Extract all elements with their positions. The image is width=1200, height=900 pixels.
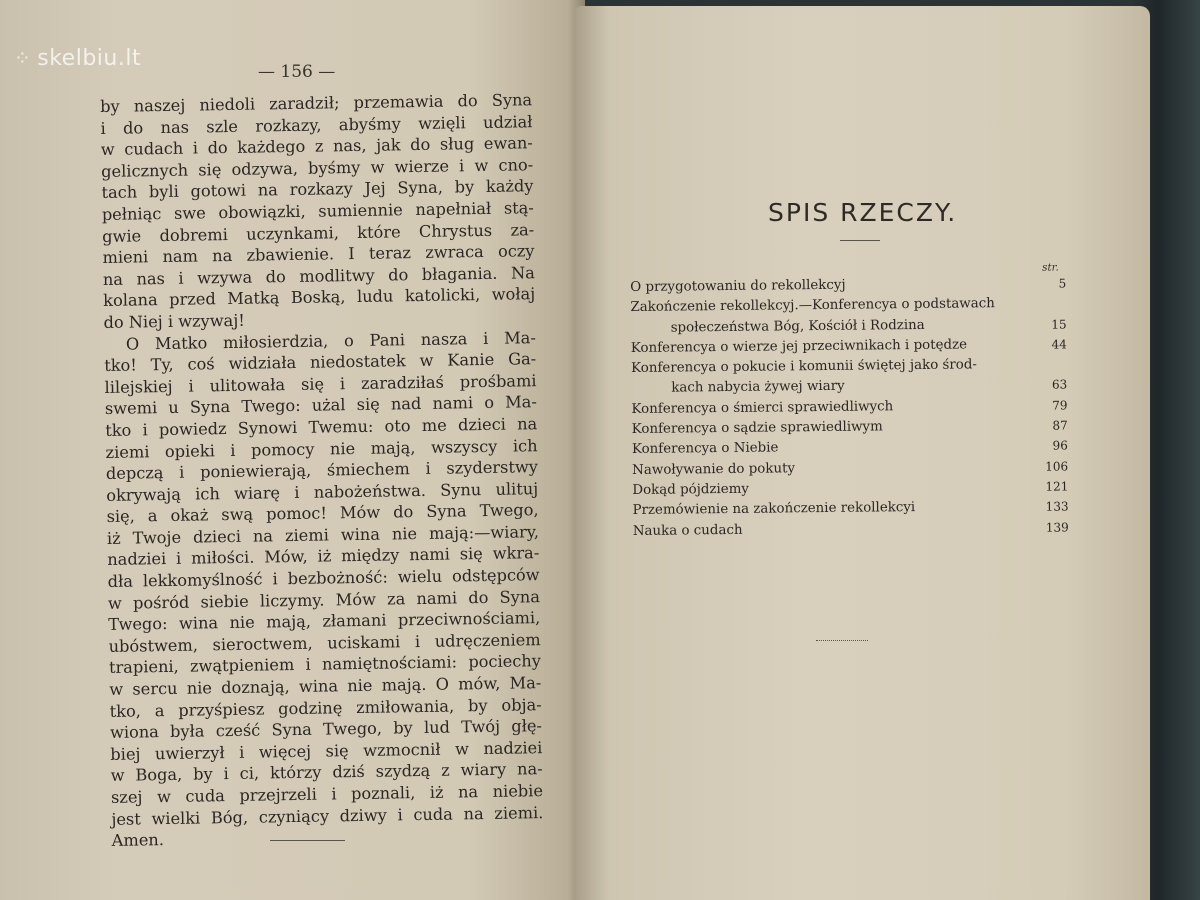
text-line: szej w cuda przejrzeli i poznali, iż na niebie xyxy=(110,781,544,807)
page-column-label: str. xyxy=(1041,261,1059,274)
text-line: w pośród siebie liczymy. Mów za nami do Syna xyxy=(107,586,541,613)
toc-entry-page: 106 xyxy=(1045,459,1069,474)
toc-entry-title: Konferencya o pokucie i komunii świętej jako środ- xyxy=(630,357,977,377)
toc-entry-title: Dokąd pójdziemy xyxy=(632,481,750,498)
body-text xyxy=(100,89,544,851)
text-line: dła lekkomyślność i bezbożność: wielu odstępców xyxy=(107,565,540,592)
text-line: na nas i wzywa do modlitwy do błagania. Na xyxy=(102,262,535,289)
text-line: O Matko miłosierdzia, o Pani nasza i Ma- xyxy=(125,327,536,354)
toc-entry-title: Nauka o cudach xyxy=(632,522,743,539)
page-number: — 156 — xyxy=(258,62,336,82)
text-line: gelicznych się odzywa, byśmy w wierze i w cno- xyxy=(101,154,534,181)
text-line: Amen. xyxy=(111,830,165,851)
toc-entry-title: Przemówienie na zakończenie rekollekcyi xyxy=(632,500,916,519)
toc-title: SPIS RZECZY. xyxy=(768,198,958,227)
toc-entry-page: 79 xyxy=(1052,398,1068,413)
watermark-text: skelbiu.lt xyxy=(37,46,142,71)
text-line: tko i powiedz Synowi Twemu: oto me dzieci na xyxy=(105,414,538,440)
toc-entry-page: 63 xyxy=(1051,377,1068,393)
toc-entry-page: 133 xyxy=(1045,499,1069,514)
text-line: mieni nam na zbawienie. I teraz zwraca oczy xyxy=(102,241,535,268)
toc-entry-page: 44 xyxy=(1051,337,1067,352)
toc-entry-page: 15 xyxy=(1051,317,1067,332)
text-line: pełniąc swe obowiązki, sumiennie napełniał stą- xyxy=(101,198,534,224)
toc-entry-title: O przygotowaniu do rekollekcyj xyxy=(630,277,846,295)
toc-entry-title: Konferencya o wierze jej przeciwnikach i potędze xyxy=(630,337,968,356)
table-of-contents xyxy=(630,261,1073,541)
watermark xyxy=(14,46,141,71)
toc-entry-page: 96 xyxy=(1052,438,1068,453)
toc-end-rule xyxy=(816,640,868,641)
toc-entry-title: Nawoływanie do pokuty xyxy=(632,460,796,478)
text-line: gwie dobremi uczynkami, które Chrystus za- xyxy=(102,219,535,246)
toc-title-rule xyxy=(840,240,880,241)
text-line: jest wielki Bóg, czyniący dziwy i cuda na ziemi. xyxy=(111,802,544,829)
text-line: okrywają ich wiarę i nabożeństwa. Synu ulituj xyxy=(106,478,539,505)
text-line: w Boga, by i ci, którzy dziś szydzą z wiary na- xyxy=(110,759,543,786)
text-line: swemi u Syna Twego: użal się nad nami o Ma- xyxy=(104,392,538,419)
text-line: iż Twoje dzieci na ziemi wina nie mają:—wiary, xyxy=(106,522,540,548)
toc-entry-title: Zakończenie rekollekcyj.—Konferencya o podstawach xyxy=(630,296,995,316)
text-line: ubóstwem, sieroctwem, uciskami i udręczeniem xyxy=(108,629,541,656)
text-line: tko, a przyśpiesz godzinę zmiłowania, by obja- xyxy=(109,694,542,721)
toc-entry-title: Konferencya o śmierci sprawiedliwych xyxy=(631,399,894,417)
text-line: do Niej i wzywaj! xyxy=(103,310,245,332)
text-line: lilejskiej i ulitowała się i zaradziłaś prośbami xyxy=(104,370,537,397)
text-line: tko! Ty, coś widziała niedostatek w Kanie Ga- xyxy=(104,349,537,376)
toc-entry-page: 87 xyxy=(1052,418,1068,433)
toc-entry-page: 139 xyxy=(1045,519,1069,535)
toc-entry-title: Konferencya o Niebie xyxy=(631,440,779,458)
toc-entry-title: kach nabycia żywej wiary xyxy=(671,379,845,397)
text-line: się, a okaż swą pomoc! Mów do Syna Twego, xyxy=(106,500,539,527)
text-line: Twego: wina nie mają, złamani przeciwnościami, xyxy=(108,608,541,635)
text-line: nadziei i miłości. Mów, iż między nami się wkra- xyxy=(107,543,540,570)
text-line: i do nas szle rozkazy, abyśmy wzięli udział xyxy=(100,111,533,138)
text-line: depczą i poniewierają, śmiechem i szyderstwy xyxy=(105,457,539,484)
text-line: ziemi opieki i pomocy nie mają, wszyscy ich xyxy=(105,435,538,462)
text-line: by naszej niedoli zaradził; przemawia do Syna xyxy=(100,90,533,116)
text-line: trapieni, zwątpieniem i namiętnościami: pociechy xyxy=(108,651,542,678)
watermark-dots-icon: ⁘ xyxy=(14,46,32,70)
text-line: w cudach i do każdego z nas, jak do sług ewan- xyxy=(100,133,533,160)
text-line: w sercu nie doznają, wina nie mają. O mów, Ma- xyxy=(109,673,542,699)
text-line: wiona była cześć Syna Twego, by lud Twój głę- xyxy=(109,716,543,743)
text-line: biej uwierzył i więcej się wzmocnił w nadziei xyxy=(110,737,543,764)
end-rule xyxy=(270,840,345,841)
toc-entry-page: 5 xyxy=(1058,276,1067,291)
left-page xyxy=(0,0,585,900)
toc-entry-title: społeczeństwa Bóg, Kościół i Rodzina xyxy=(670,317,925,336)
toc-entry-page: 121 xyxy=(1045,479,1069,494)
text-line: tach byli gotowi na rozkazy Jej Syna, by każdy xyxy=(101,176,534,203)
toc-entry-title: Konferencya o sądzie sprawiedliwym xyxy=(631,419,883,438)
text-line: kolana przed Matką Boską, ludu katolicki, wołaj xyxy=(103,284,536,311)
